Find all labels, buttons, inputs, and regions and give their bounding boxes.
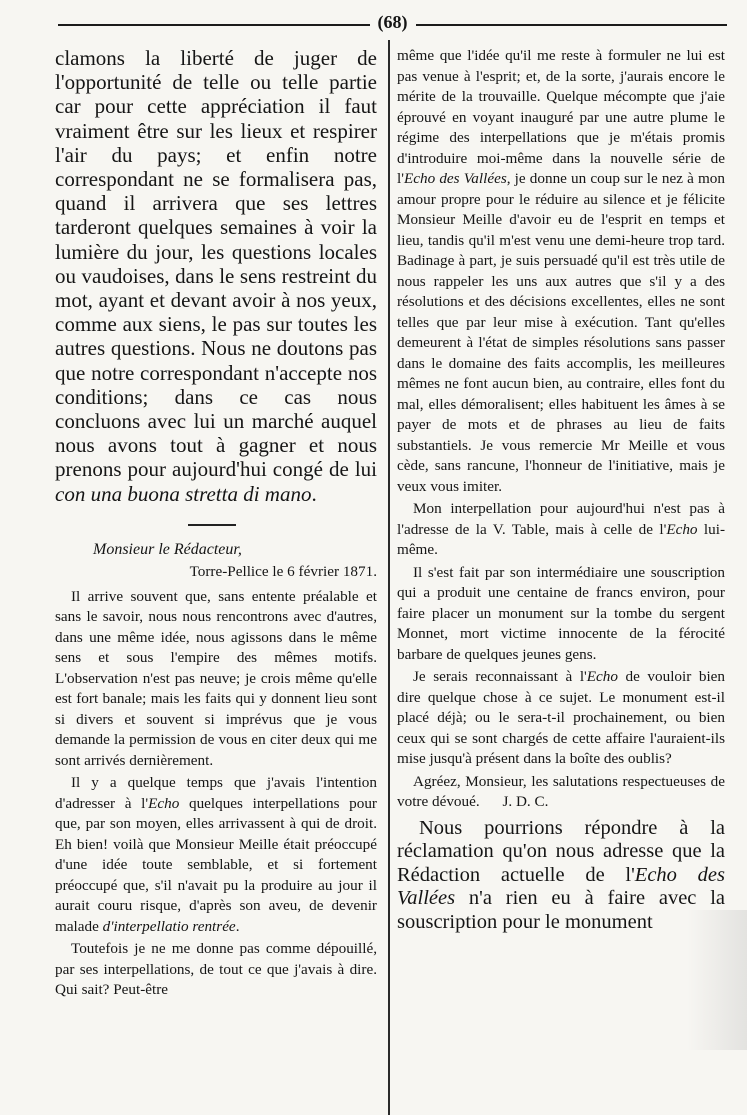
text-run: , je donne un coup sur le nez à mon amour propre pour le réduire au silence et je félicite Monsieur Meille d'avoir eu de l'esprit en temps et lieu, tandis qu'il m'est venu une demi-heure trop tard. Badinage à part, je suis persuadé qu'il est très utile de nous rappeler les uns aux autres que s'il y a des résolutions et des décisions excellentes, elles ne sont telles que par leur mise à exécution. Tant qu'elles demeurent à l'état de simples résolutions sans passer dans le domaine des faits accomplis, les meilleures mêmes ne font aucun bien, au contraire, elles font du mal, elles démoralisent; elles habituent les âmes à se payer de mots et de phrases au lieu de faits substantiels. Je vous remercie Mr Meille et vous cède, sans rancune, l'honneur de l'initiative, mais je veux vous imiter. — [397, 170, 725, 495]
editor-reply — [397, 817, 725, 935]
text-run: Nous pourrions répondre à la réclamation qu'on nous adresse que la Rédaction actuelle de l' — [397, 816, 725, 886]
column-divider — [388, 40, 390, 1115]
page-number: (68) — [370, 12, 416, 33]
text-run: Mon interpellation pour aujourd'hui n'est pas à l'adresse de la V. Table, mais à celle de l' — [397, 500, 725, 538]
text-run-italic: Echo — [666, 520, 698, 538]
text-run: Il y a quelque temps que j'avais l'intention d'adresser à l' — [55, 774, 377, 812]
continuation-italic: con una buona stretta di mano — [55, 481, 312, 506]
letter-paragraph: Il s'est fait par son intermédiaire une souscription qui a produit une centaine de francs environ, pour faire placer un monument sur la tombe du sergent Monnet, mort victime innocente de la férocité barbare de quelques jeunes gens. — [397, 563, 725, 663]
text-run-italic: Echo des Vallées — [403, 170, 507, 187]
letter-signature: J. D. C. — [502, 793, 549, 810]
right-column — [397, 46, 725, 934]
letter-body — [55, 540, 377, 1001]
bleed-through-shade — [687, 910, 747, 1050]
text-run: de vouloir bien dire quelque chose à ce sujet. Le monument est-il placé déjà; ou le sera-t-il prochainement, ou bien ceux qui se sont chargés de cette affaire l'auraient-ils mise jusqu'à présent dans la boîte des oublis? — [397, 668, 725, 767]
text-run-italic: Echo — [586, 668, 618, 685]
text-run: quelques interpellations pour que, par son moyen, elles arrivassent à qui de droit. Eh bien! voilà que Monsieur Meille était préoccupé d'une idée toute semblable, et si fortement préoccupé que, s'il n'avait pu la produire au jour il aurait couru risque, d'après son aveu, de devenir malade — [55, 794, 377, 935]
letter-closing — [397, 772, 725, 813]
letter-paragraph — [397, 499, 725, 561]
letter-place-date: Torre-Pellice le 6 février 1871. — [189, 563, 377, 581]
continuation-end: . — [311, 481, 317, 506]
text-run: Je serais reconnaissant à l' — [413, 668, 587, 685]
text-run: même que l'idée qu'il me reste à formuler ne lui est pas venue à l'esprit; et, de la sorte, j'aurais encore le mérite de la trouvaille. Quelque mécompte que j'aie éprouvé en voyant inauguré par une autre plume le régime des interpellations que je m'étais promis d'introduire moi-même dans la nouvelle série de l' — [397, 47, 725, 187]
text-run-italic: Echo des Vallées — [397, 863, 725, 910]
text-run: n'a rien eu à faire avec la souscription pour le monument — [397, 887, 725, 933]
page-header — [58, 8, 727, 42]
editor-reply-paragraph — [397, 817, 725, 935]
continuation-paragraph — [55, 46, 377, 506]
letter-continuation — [397, 46, 725, 813]
continuation-text: clamons la liberté de juger de l'opportunité de telle ou telle partie car pour cette appréciation il faut vraiment être sur les lieux et respirer l'air du pays; et enfin notre correspondant ne se formalisera pas, quand il arrivera que ses lettres tarderont quelques semaines à voir la lumière du jour, les questions locales ou vaudoises, dans le sens restreint du mot, ayant et devant avoir à nos yeux, comme aux siens, le pas sur toutes les autres questions. Nous ne doutons pas que notre correspondant n'accepte nos conditions; dans ce cas nous concluons avec lui un marché auquel nous avons tout à gagner et nous prenons pour aujourd'hui congé de lui — [55, 46, 377, 482]
left-column — [55, 46, 377, 1001]
text-run: lui-même. — [397, 520, 725, 558]
letter-paragraph — [397, 667, 725, 770]
closing-text: Agréez, Monsieur, les salutations respectueuses de votre dévoué. — [397, 772, 725, 810]
section-separator — [188, 524, 236, 526]
letter-paragraph: Toutefois je ne me donne pas comme dépouillé, par ses interpellations, de tout ce que j'avais à dire. Qui sait? Peut-être — [55, 940, 377, 999]
text-run-italic: d'interpellatio rentrée — [102, 917, 236, 935]
letter-salutation: Monsieur le Rédacteur, — [93, 540, 242, 558]
letter-paragraph — [55, 773, 377, 937]
letter-paragraph — [397, 46, 725, 497]
text-run-italic: Echo — [148, 794, 180, 812]
text-run: . — [235, 917, 240, 935]
letter-paragraph: Il arrive souvent que, sans entente préalable et sans le savoir, nous nous rencontrons avec d'autres, dans une même idée, nous agissons dans le même sens et sous l'empire des mêmes motifs. L'observation n'est pas neuve; je crois même qu'elle est fort banale; mais les faits qui y donnent lieu sont si divers et souvent si imprévus que je vous demande la permission de vous en citer deux qui me sont arrivés dernièrement. — [55, 587, 377, 769]
